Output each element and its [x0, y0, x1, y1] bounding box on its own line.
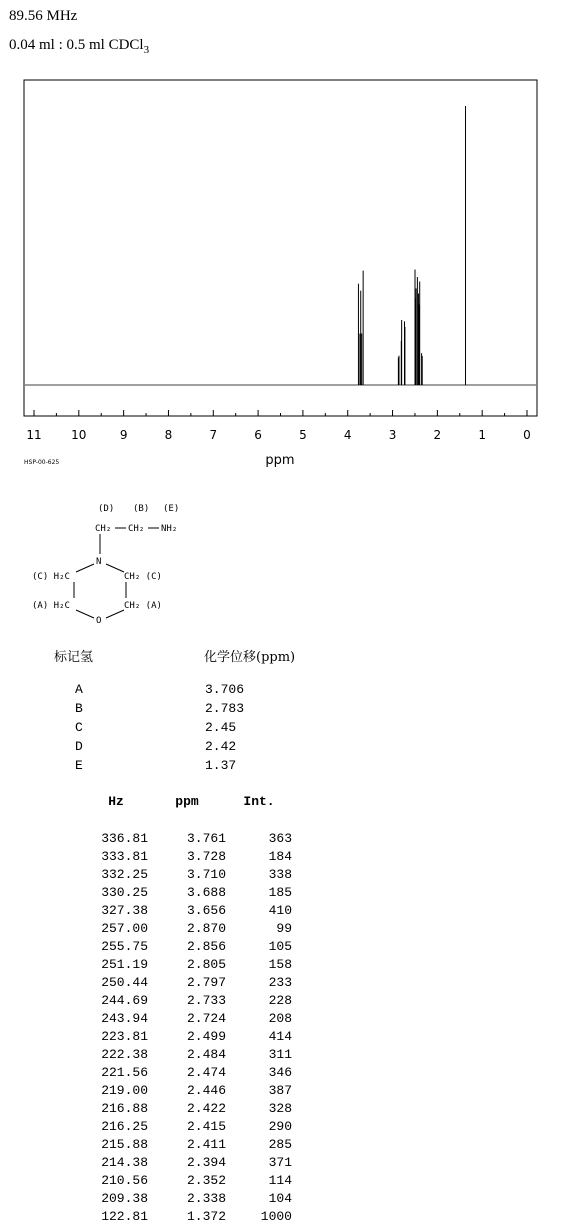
spectrometer-frequency: 89.56 MHz — [9, 8, 78, 24]
sample-description — [9, 37, 149, 56]
peak-hz: 327.38 — [101, 903, 148, 918]
peak-int: 311 — [268, 1047, 292, 1062]
peak-hz: 332.25 — [101, 867, 148, 882]
peak-table-header-row — [84, 792, 292, 811]
bond-n-right — [106, 564, 124, 572]
peak-int: 158 — [268, 957, 292, 972]
peak-ppm: 2.733 — [186, 993, 226, 1008]
sample-subscript: 3 — [143, 44, 150, 56]
assignment-label: B — [75, 701, 83, 716]
assignment-shift: 2.45 — [205, 720, 237, 735]
peak-hz: 214.38 — [101, 1155, 148, 1170]
peak-ppm: 2.411 — [186, 1137, 226, 1152]
molecule-structure — [28, 500, 228, 625]
peak-ppm: 2.870 — [186, 921, 226, 936]
peak-row — [84, 1172, 292, 1190]
peak-ppm: 2.484 — [186, 1047, 226, 1062]
peak-hz: 336.81 — [101, 831, 148, 846]
peak-row — [84, 902, 292, 920]
peak-ppm: 1.372 — [186, 1209, 226, 1224]
peak-hz: 216.88 — [101, 1101, 148, 1116]
assignment-row — [75, 680, 244, 699]
ring-left-c: (C) H₂C — [32, 572, 70, 582]
spacer-cell — [226, 811, 292, 830]
peak-ppm: 3.761 — [186, 831, 226, 846]
x-axis-ticks — [26, 410, 530, 442]
peak-ppm: 2.446 — [186, 1083, 226, 1098]
x-tick-label: 4 — [343, 428, 352, 442]
peak-ppm: 2.338 — [186, 1191, 226, 1206]
header-int: Int. — [243, 794, 275, 809]
peak-row — [84, 1190, 292, 1208]
peak-row — [84, 1118, 292, 1136]
peak-row — [84, 956, 292, 974]
assignment-shift: 2.783 — [205, 701, 245, 716]
peak-hz: 219.00 — [101, 1083, 148, 1098]
ring-oxygen: O — [96, 616, 102, 625]
peak-row — [84, 992, 292, 1010]
peak-hz: 330.25 — [101, 885, 148, 900]
peak-ppm: 2.499 — [186, 1029, 226, 1044]
peak-hz: 210.56 — [101, 1173, 148, 1188]
peak-ppm: 2.797 — [186, 975, 226, 990]
bond-o-right — [106, 610, 124, 618]
x-tick-label: 0 — [523, 428, 531, 442]
peak-row — [84, 920, 292, 938]
peak-int: 285 — [268, 1137, 292, 1152]
assignment-label-header: 标记氢 — [54, 650, 94, 665]
spacer-cell — [84, 811, 148, 830]
ring-nitrogen: N — [96, 557, 102, 567]
peak-ppm: 2.352 — [186, 1173, 226, 1188]
assignment-row — [75, 699, 244, 718]
peak-hz: 215.88 — [101, 1137, 148, 1152]
peak-int: 346 — [268, 1065, 292, 1080]
label-b: (B) — [133, 504, 150, 514]
peak-hz: 251.19 — [101, 957, 148, 972]
ring-left-a: (A) H₂C — [32, 601, 70, 611]
ring-right-a: CH₂ (A) — [124, 601, 162, 611]
peak-ppm: 3.688 — [186, 885, 226, 900]
peak-row — [84, 938, 292, 956]
peak-row — [84, 884, 292, 902]
assignment-row — [75, 737, 244, 756]
peak-hz: 250.44 — [101, 975, 148, 990]
peak-row — [84, 830, 292, 848]
peak-hz: 209.38 — [101, 1191, 148, 1206]
peak-row — [84, 1208, 292, 1226]
peak-row — [84, 848, 292, 866]
x-tick-label: 10 — [71, 428, 87, 442]
sample-text: 0.04 ml : 0.5 ml CDCl — [9, 37, 144, 53]
peak-table-spacer — [84, 811, 292, 830]
peak-int: 410 — [268, 903, 292, 918]
peak-hz: 257.00 — [101, 921, 148, 936]
peak-row — [84, 1100, 292, 1118]
bond-n-left — [76, 564, 94, 572]
peak-ppm: 2.856 — [186, 939, 226, 954]
peak-ppm: 2.415 — [186, 1119, 226, 1134]
header-ppm: ppm — [175, 794, 199, 809]
peak-row — [84, 1136, 292, 1154]
chain-ch2-b: CH₂ — [128, 524, 145, 534]
x-tick-label: 7 — [209, 428, 218, 442]
assignment-table — [75, 680, 244, 775]
x-tick-label: 8 — [164, 428, 173, 442]
peak-ppm: 2.805 — [186, 957, 226, 972]
x-tick-label: 1 — [478, 428, 487, 442]
x-tick-label: 11 — [26, 428, 42, 442]
peak-int: 338 — [268, 867, 292, 882]
assignment-shift-header: 化学位移(ppm) — [204, 650, 296, 665]
peak-row — [84, 866, 292, 884]
ring-right-c: CH₂ (C) — [124, 572, 162, 582]
peak-int: 414 — [268, 1029, 292, 1044]
assignment-shift: 3.706 — [205, 682, 245, 697]
spectrum-code: HSP-00-625 — [24, 459, 60, 466]
chain-ch2-d: CH₂ — [95, 524, 112, 534]
assignment-label: C — [75, 720, 83, 735]
peak-row — [84, 1082, 292, 1100]
x-tick-label: 9 — [119, 428, 128, 442]
peak-hz: 222.38 — [101, 1047, 148, 1062]
header-hz: Hz — [108, 794, 124, 809]
bond-o-left — [76, 610, 94, 618]
peak-row — [84, 1064, 292, 1082]
peak-ppm: 2.724 — [186, 1011, 226, 1026]
peak-int: 233 — [268, 975, 292, 990]
label-e: (E) — [163, 504, 180, 514]
peak-ppm: 3.728 — [186, 849, 226, 864]
peak-int: 363 — [268, 831, 292, 846]
peak-int: 387 — [268, 1083, 292, 1098]
assignment-shift: 2.42 — [205, 739, 237, 754]
peak-row — [84, 1046, 292, 1064]
x-tick-label: 3 — [388, 428, 397, 442]
assignment-row — [75, 756, 244, 775]
peak-hz: 243.94 — [101, 1011, 148, 1026]
peak-hz: 333.81 — [101, 849, 148, 864]
x-tick-label: 6 — [254, 428, 262, 442]
peak-int: 185 — [268, 885, 292, 900]
x-axis-label: ppm — [265, 453, 295, 468]
peak-int: 371 — [268, 1155, 292, 1170]
peak-hz: 216.25 — [101, 1119, 148, 1134]
assignment-row — [75, 718, 244, 737]
assignment-label: A — [75, 682, 83, 697]
peak-ppm: 3.710 — [186, 867, 226, 882]
nmr-spectrum-chart — [0, 70, 570, 470]
peak-row — [84, 974, 292, 992]
peak-row — [84, 1010, 292, 1028]
peak-hz: 223.81 — [101, 1029, 148, 1044]
peak-int: 114 — [268, 1173, 292, 1188]
peak-int: 184 — [268, 849, 292, 864]
peak-row — [84, 1028, 292, 1046]
peak-int: 328 — [268, 1101, 292, 1116]
peak-ppm: 2.474 — [186, 1065, 226, 1080]
peak-ppm: 2.394 — [186, 1155, 226, 1170]
plot-frame — [24, 80, 537, 416]
peak-int: 104 — [268, 1191, 292, 1206]
assignment-shift: 1.37 — [205, 758, 237, 773]
peak-list-table — [84, 792, 292, 1226]
peak-hz: 244.69 — [101, 993, 148, 1008]
chain-nh2: NH₂ — [161, 524, 178, 534]
peak-int: 228 — [268, 993, 292, 1008]
peak-int: 105 — [268, 939, 292, 954]
peak-int: 99 — [276, 921, 292, 936]
assignment-label: E — [75, 758, 83, 773]
peak-table-body — [84, 811, 292, 1226]
peak-int: 1000 — [260, 1209, 292, 1224]
x-tick-label: 2 — [433, 428, 442, 442]
peak-row — [84, 1154, 292, 1172]
peak-int: 290 — [268, 1119, 292, 1134]
peak-hz: 255.75 — [101, 939, 148, 954]
peak-ppm: 2.422 — [186, 1101, 226, 1116]
peak-hz: 221.56 — [101, 1065, 148, 1080]
peak-ppm: 3.656 — [186, 903, 226, 918]
x-tick-label: 5 — [299, 428, 307, 442]
peak-hz: 122.81 — [101, 1209, 148, 1224]
peak-int: 208 — [268, 1011, 292, 1026]
spacer-cell — [148, 811, 226, 830]
assignment-label: D — [75, 739, 83, 754]
spectrum-trace-group — [25, 106, 536, 385]
label-d: (D) — [98, 504, 115, 514]
